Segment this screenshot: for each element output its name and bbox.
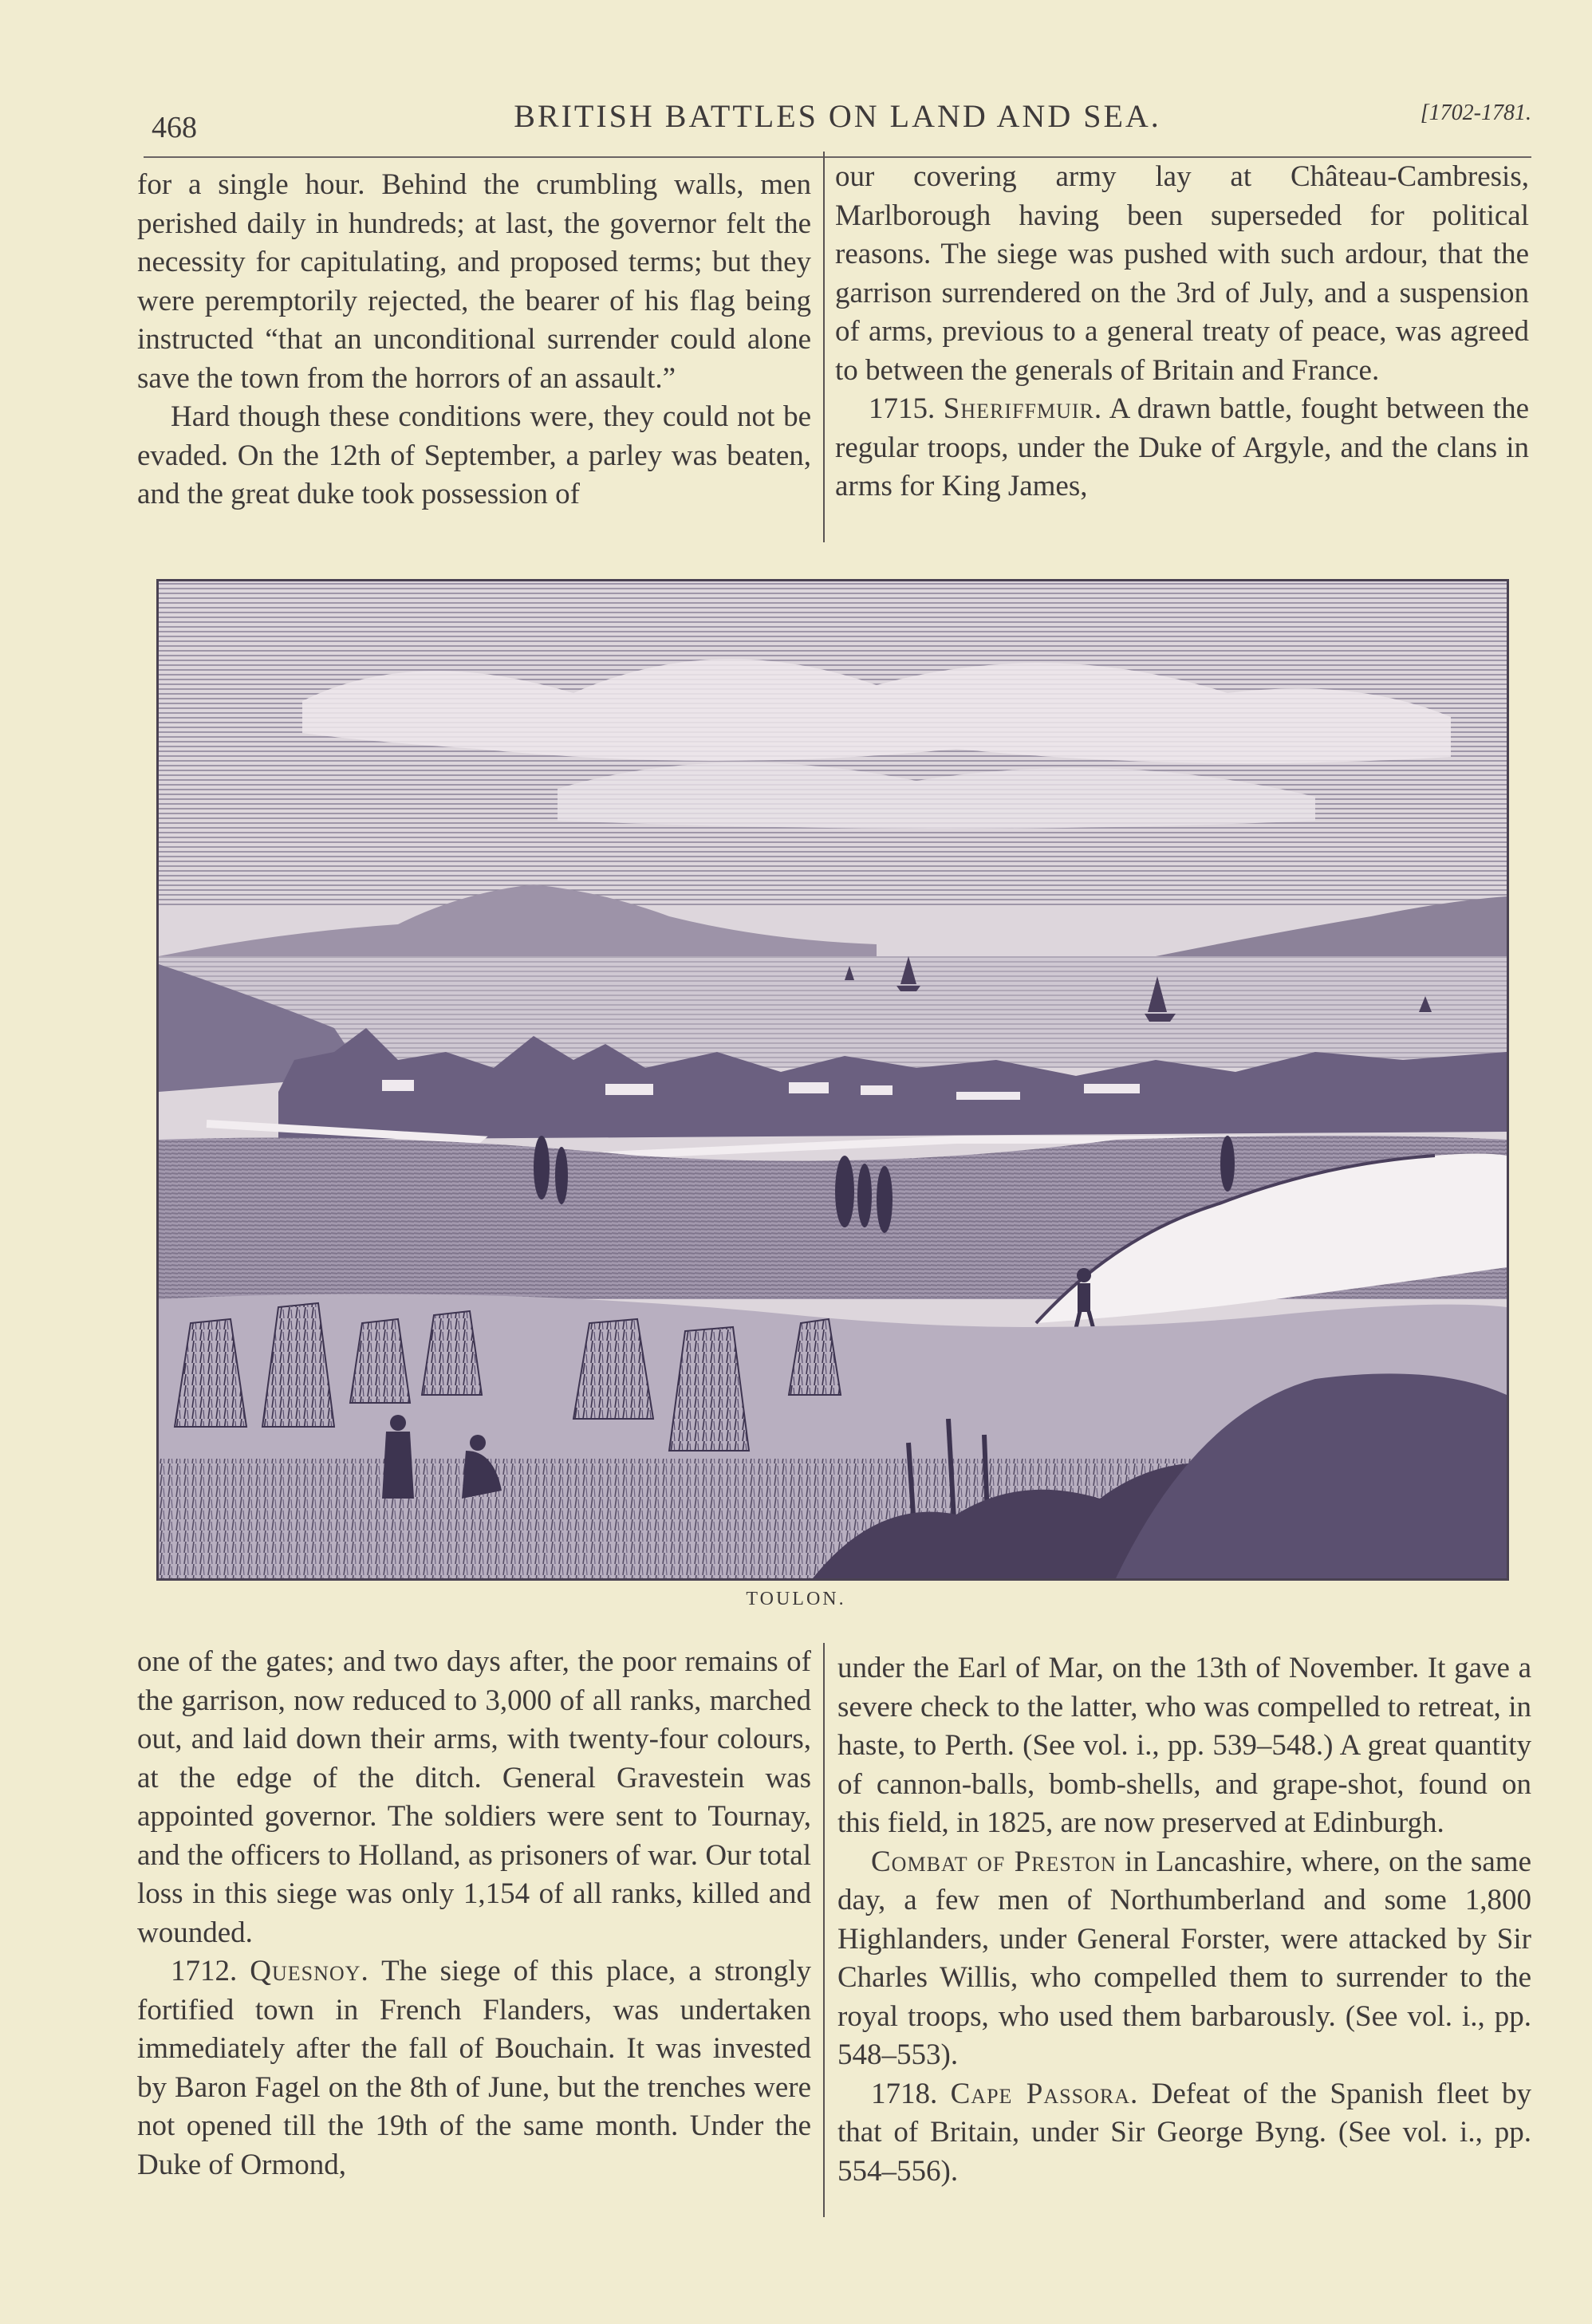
page-header: [144, 89, 1531, 145]
paragraph: [837, 2075, 1531, 2192]
entry-text: A drawn battle, fought between the regular troops, under the Duke of Argyle, and the clans in arms for King James,: [835, 392, 1529, 502]
entry-title: Quesnoy.: [250, 1955, 369, 1987]
paragraph: one of the gates; and two days after, the poor remains of the garrison, now reduced to 3,000 of all ranks, marched out, and laid down their arms, with twenty-four colours, at the edge of the ditch. General Gravestein was appointed governor. The soldiers were sent to Tournay, and the officers to Holland, as prisoners of war. Our total loss in this siege was only 1,154 of all ranks, killed and wounded.: [137, 1645, 811, 1949]
entry-title: Sheriffmuir.: [943, 392, 1103, 425]
entry-title: Combat of Preston: [871, 1845, 1117, 1878]
engraving-illustration: [159, 581, 1507, 1578]
top-left-column: [137, 166, 811, 514]
entry-title: Cape Passora.: [950, 2077, 1139, 2110]
top-right-column: [835, 158, 1529, 506]
entry-text: in Lancashire, where, on the same day, a few men of Northumberland and some 1,800 Highlanders, under General Forster, were attacked by Sir Charles Willis, who compelled them to surrender to the royal troops, who used them barbarously. (See vol. i., pp. 548–553).: [837, 1845, 1532, 2071]
column-divider: [823, 152, 825, 542]
paragraph: our covering army lay at Château-Cambresis, Marlborough having been superseded for political reasons. The siege was pushed with such ardour, that the garrison surrendered on the 3rd of July, and a suspension of arms, previous to a general treaty of peace, was agreed to between the generals of Britain and France.: [835, 160, 1529, 387]
entry-text: Defeat of the Spanish fleet by that of Britain, under Sir George Byng. (See vol. i., pp. 554–556).: [837, 2077, 1531, 2188]
entry-year: 1712.: [171, 1955, 238, 1987]
page-number: 468: [152, 111, 197, 144]
running-title: BRITISH BATTLES ON LAND AND SEA.: [514, 98, 1161, 134]
bottom-right-column: [837, 1649, 1531, 2191]
paragraph: Hard though these conditions were, they could not be evaded. On the 12th of September, a parley was beaten, and the great duke took possession of: [137, 400, 811, 510]
paragraph: under the Earl of Mar, on the 13th of November. It gave a severe check to the latter, who was compelled to retreat, in haste, to Perth. (See vol. i., pp. 539–548.) A great quantity of cannon-balls, bomb-shells, and grape-shot, found on this field, in 1825, are now preserved at Edinburgh.: [837, 1652, 1531, 1839]
column-divider: [823, 1643, 825, 2217]
entry-year: 1718.: [871, 2077, 938, 2110]
figure-caption: TOULON.: [746, 1589, 846, 1609]
paragraph: [137, 1952, 811, 2184]
toulon-engraving: [156, 579, 1509, 1581]
bottom-left-column: [137, 1643, 811, 2184]
paragraph: for a single hour. Behind the crumbling walls, men perished daily in hundreds; at last, the governor felt the necessity for capitulating, and proposed terms; but they were peremptorily rejected, the bearer of his flag being instructed “that an unconditional surrender could alone save the town from the horrors of an assault.”: [137, 168, 811, 395]
paragraph: [837, 1843, 1531, 2075]
date-range: [1702-1781.: [1420, 100, 1531, 125]
entry-text: The siege of this place, a strongly fortified town in French Flanders, was undertaken immediately after the fall of Bouchain. It was invested by Baron Fagel on the 8th of June, but the trenches were not opened till the 19th of the same month. Under the Duke of Ormond,: [137, 1955, 812, 2181]
paragraph: [835, 390, 1529, 506]
entry-year: 1715.: [869, 392, 936, 425]
